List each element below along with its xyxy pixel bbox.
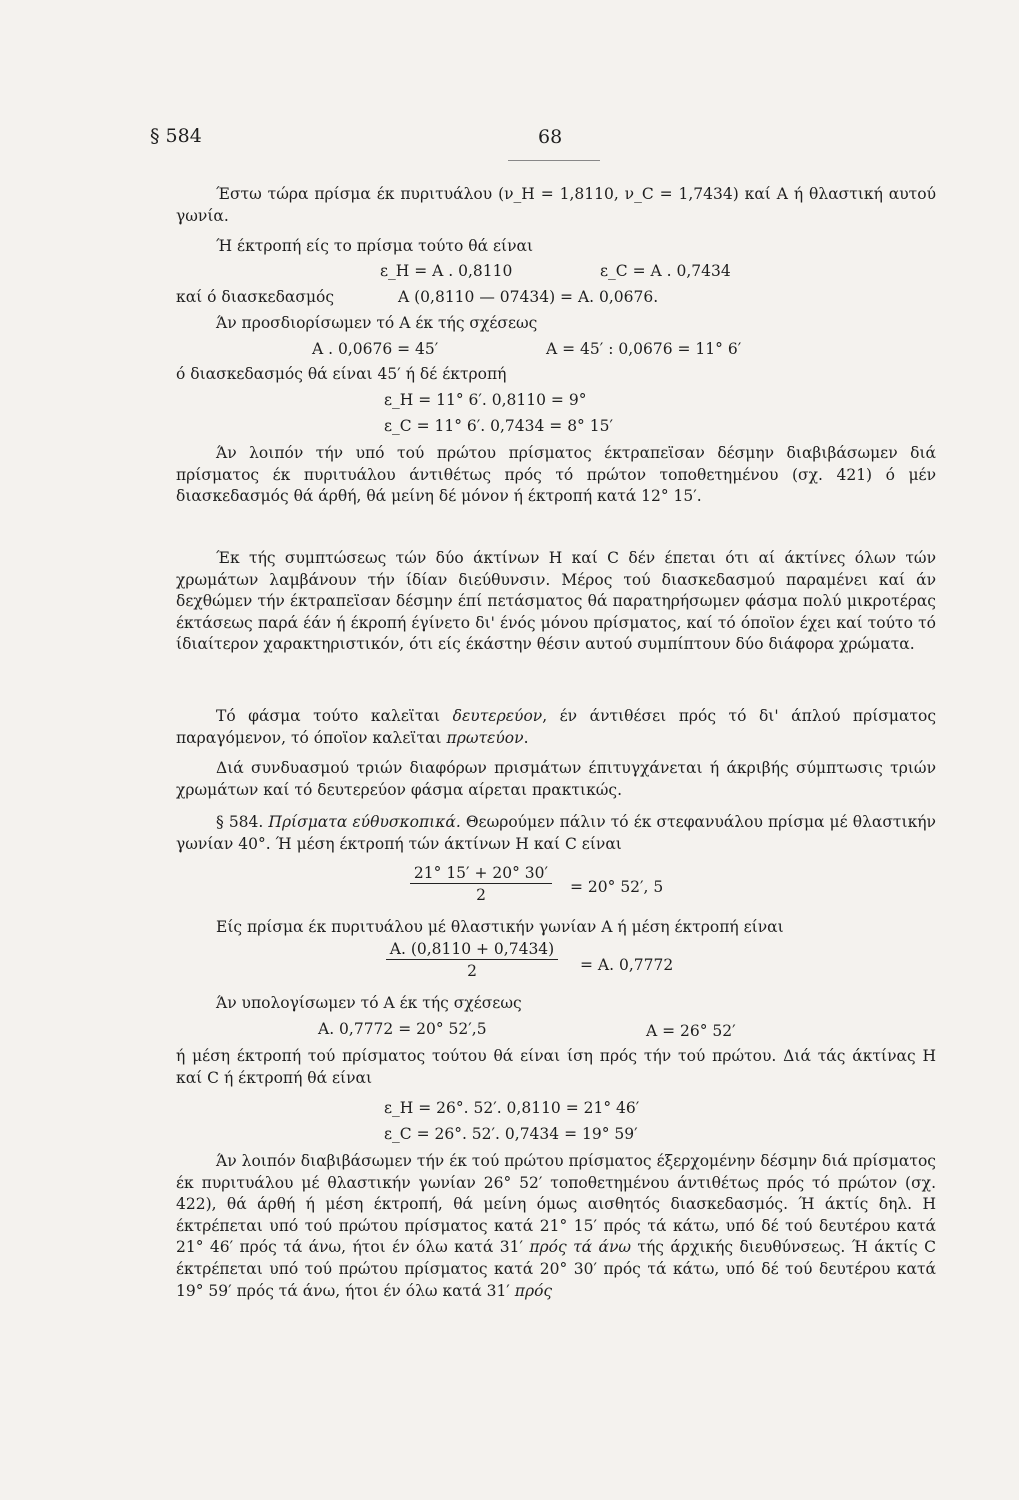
equation-eh-second: ε_H = 26°. 52′. 0,8110 = 21° 46′ [384, 1099, 640, 1117]
paragraph-10: Είς πρίσμα έκ πυριτυάλου μέ θλαστικήν γωνίαν Α ή μέση έκτροπή είναι [216, 918, 784, 936]
fraction-flint-deviation [372, 940, 572, 980]
paragraph-4: ό διασκεδασμός θά είναι 45′ ή δέ έκτροπή [176, 365, 507, 383]
p9-text: Θεωρούμεν πάλιν τό έκ στεφανυάλου πρίσμα μέ θλαστικήν γωνίαν 40°. Ή μέση έκτροπή τών άκτίνων Η καί C είναι [176, 813, 936, 853]
paragraph-12: ή μέση έκτροπή τού πρίσματος τούτου θά είναι ίση πρός τήν τού πρώτου. Διά τάς άκτίνας Η καί C ή έκτροπή θά είναι [176, 1047, 936, 1087]
equation-ec-second: ε_C = 26°. 52′. 0,7434 = 19° 59′ [384, 1125, 638, 1143]
equation-dispersion: Α (0,8110 — 07434) = Α. 0,0676. [398, 288, 659, 306]
paragraph-3: Άν προσδιορίσωμεν τό Α έκ τής σχέσεως [216, 314, 538, 332]
p13-emphasis-toward: πρός [514, 1281, 553, 1300]
p13-emphasis-up: πρός τά άνω [529, 1238, 632, 1257]
equation-angle-left: Α. 0,7772 = 20° 52′,5 [318, 1020, 487, 1038]
equation-eh-value: ε_H = 11° 6′. 0,8110 = 9° [384, 391, 587, 409]
paragraph-1: Έστω τώρα πρίσμα έκ πυριτυάλου (ν_H = 1,8110, ν_C = 1,7434) καί Α ή θλαστική αυτού γωνία. [176, 185, 936, 225]
section-number: § 584 [150, 125, 202, 147]
fraction-result: = 20° 52′, 5 [570, 878, 664, 896]
equation-label: καί ό διασκεδασμός [176, 288, 335, 306]
fraction-denominator: 2 [476, 886, 486, 904]
fraction-denominator: 2 [467, 962, 477, 980]
paragraph-6: Έκ τής συμπτώσεως τών δύο άκτίνων Η καί C δέν έπεται ότι αί άκτίνες όλων τών χρωμάτων λαμβάνουν τήν ίδίαν διεύθυνσιν. Μέρος τού διασκεδασμού παραμένει καί άν δεχθώμεν τήν έκτραπεϊσαν δέσμην έπί πετάσματος θά παρατηρήσωμεν φάσμα πολύ μικροτέρας έκτάσεως παρά έάν ή έκροπή έγίνετο δι' ένός μόνου πρίσματος, καί τό όποϊον έχει καί τούτο τό ίδιαίτερον χαρακτηριστικόν, ότι είς έκάστην θέσιν αυτού συμπίπτουν δύο διάφορα χρώματα. [176, 549, 936, 654]
header-rule [508, 160, 600, 161]
equation-eh: ε_H = Α . 0,8110 [380, 262, 513, 280]
equation-ec-value: ε_C = 11° 6′. 0,7434 = 8° 15′ [384, 417, 613, 435]
p13-text-c: τής άρχικής διευθύνσεως. Ή άκτίς C έκτρέπεται υπό τού πρώτου πρίσματος κατά 20° 30′ πρός τά κάτω, υπό δέ τού δευτέρου κατά 19° 59′ πρός τά άνω, ήτοι έν όλω κατά 31′ [176, 1238, 936, 1300]
paragraph-8: Διά συνδυασμού τριών διαφόρων πρισμάτων έπιτυγχάνεται ή άκριβής σύμπτωσις τριών χρωμάτων καί τό δευτερεύον φάσμα αίρεται πρακτικώς. [176, 759, 936, 799]
paragraph-7 [176, 706, 936, 749]
equation-a-left: Α . 0,0676 = 45′ [312, 340, 439, 358]
p7-text-a: Τό φάσμα τούτο καλεϊται [216, 707, 453, 725]
paragraph-13 [176, 1151, 936, 1302]
term-primary-spectrum: πρωτεύον [446, 728, 524, 747]
equation-a-right: Α = 45′ : 0,0676 = 11° 6′ [546, 340, 742, 358]
p13-text-a: Άν λοιπόν διαβιβάσωμεν τήν έκ τού πρώτου πρίσματος έξερχομένην δέσμην διά πρίσματος έκ πυριτυάλου μέ θλαστικήν γωνίαν 26° 52′ τοποθετημένου άντιθέτως πρός τό πρώτον (σχ. 422), θά άρθή ή μέση έκτροπή, θά μείνη όμως αισθητός διασκεδασμός. Ή άκτίς δηλ. Η έκτρέπεται υπό τού πρώτου πρίσματος κατά 21° 15′ πρός τά κάτω, υπό δέ τού δευτέρου κατά 21° 46′ πρός τά άνω, ήτοι έν όλω κατά 31′ [176, 1152, 936, 1257]
p7-text-c: , έν άντιθέσει πρός τό δι' άπλού πρίσματος παραγόμενον, τό όποϊον καλεϊται [176, 707, 936, 747]
term-secondary-spectrum: δευτερεύον [452, 707, 543, 725]
fraction-result: = Α. 0,7772 [580, 956, 674, 974]
equation-angle-right: Α = 26° 52′ [646, 1022, 736, 1040]
paragraph-2: Ή έκτροπή είς το πρίσμα τούτο θά είναι [216, 237, 534, 255]
section-ref: § 584. [216, 813, 269, 831]
paragraph-5: Άν λοιπόν τήν υπό τού πρώτου πρίσματος έκτραπεϊσαν δέσμην διαβιβάσωμεν διά πρίσματος έκ πυριτυάλου άντιθέτως πρός τό πρώτον τοποθετημένου (σχ. 421) ό μέν διασκεδασμός θά άρθή, θά μείνη δέ μόνον ή έκτροπή κατά 12° 15′. [176, 444, 936, 506]
fraction-numerator: Α. (0,8110 + 0,7434) [386, 940, 558, 960]
equation-ec: ε_C = Α . 0,7434 [600, 262, 731, 280]
fraction-numerator: 21° 15′ + 20° 30′ [410, 864, 552, 884]
paragraph-11: Άν υπολογίσωμεν τό Α έκ τής σχέσεως [216, 994, 522, 1012]
section-title: Πρίσματα εύθυσκοπικά. [268, 813, 461, 831]
paragraph-9 [176, 812, 936, 855]
p7-text-e: . [523, 728, 529, 747]
page-number: 68 [538, 126, 563, 148]
fraction-mean-deviation [396, 864, 566, 904]
